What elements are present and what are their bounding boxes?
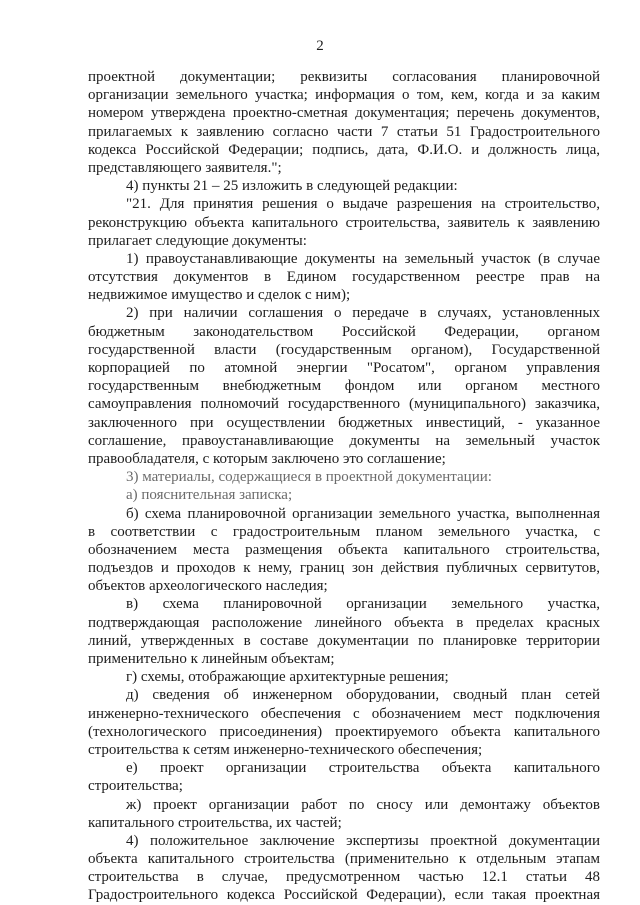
text-line: государственным внебюджетным фондом или органом местного	[88, 378, 600, 395]
page-number: 2	[316, 38, 324, 54]
text-line: правообладателя, с которым заключено это соглашение;	[88, 450, 446, 467]
text-line: Градостроительного кодекса Российской Федерации), если такая проектная	[88, 887, 600, 904]
text-line: бюджетным законодательством Российской Федерации, органом	[88, 323, 600, 340]
text-line: кодекса Российской Федерации; подпись, дата, Ф.И.О. и должность лица,	[88, 141, 600, 158]
text-line: недвижимое имущество и сделок с ним);	[88, 287, 351, 304]
text-line: организации земельного участка; информация о том, кем, когда и за каким	[88, 87, 600, 104]
text-line: отсутствия документов в Едином государственном реестре прав на	[88, 269, 600, 286]
document-body	[88, 68, 600, 905]
text-line: капитального строительства, их частей;	[88, 814, 342, 831]
text-line: заключенного при осуществлении бюджетных инвестиций, - указанное	[88, 414, 600, 431]
text-line: 1) правоустанавливающие документы на земельный участок (в случае	[126, 250, 600, 267]
text-line: реконструкцию объекта капитального строительства, заявитель к заявлению	[88, 214, 600, 231]
text-line: государственной власти (государственным органом), Государственной	[88, 341, 600, 358]
text-line: объекта капитального строительства (применительно к отдельным этапам	[88, 851, 600, 868]
text-line: строительства к сетям инженерно-технического обеспечения;	[88, 741, 483, 758]
text-line: самоуправления полномочий государственного (муниципального) заказчика,	[88, 396, 600, 413]
text-line: представляющего заявителя.";	[88, 159, 282, 176]
text-line: подтверждающая расположение линейного объекта в пределах красных	[88, 614, 600, 631]
text-line: корпорацией по атомной энергии "Росатом", органом управления	[88, 360, 600, 376]
text-line: проектной документации; реквизиты согласования планировочной	[88, 69, 600, 85]
text-line: "21. Для принятия решения о выдаче разрешения на строительство,	[126, 196, 600, 213]
text-line: 2) при наличии соглашения о передаче в случаях, установленных	[126, 305, 600, 322]
text-line: 4) пункты 21 – 25 изложить в следующей редакции:	[126, 178, 458, 195]
text-line: 4) положительное заключение экспертизы проектной документации	[126, 832, 600, 849]
text-line: строительства;	[88, 778, 183, 795]
text-line: обозначением места размещения объекта капитального строительства,	[88, 541, 600, 558]
text-line: б) схема планировочной организации земельного участка, выполненная	[126, 505, 600, 522]
text-line: в соответствии с градостроительным планом земельного участка, с	[88, 523, 600, 540]
text-line: прилагаемых к заявлению согласно части 7 статьи 51 Градостроительного	[88, 123, 600, 140]
text-line: прилагает следующие документы:	[88, 232, 307, 249]
text-line: г) схемы, отображающие архитектурные решения;	[126, 669, 449, 686]
text-line: а) пояснительная записка;	[126, 487, 293, 504]
text-line: объектов археологического наследия;	[88, 578, 328, 595]
text-line: (технологического присоединения) проектируемого объекта капитального	[88, 723, 600, 740]
text-line: 3) материалы, содержащиеся в проектной документации:	[126, 469, 492, 486]
text-line: ж) проект организации работ по сносу или демонтажу объектов	[126, 796, 600, 813]
text-line: подъездов и проходов к нему, границ зон действия публичных сервитутов,	[88, 560, 600, 577]
text-line: инженерно-технического обеспечения с обозначением мест подключения	[88, 705, 600, 722]
text-line: линий, утвержденных в составе документации по планировке территории	[88, 632, 600, 649]
text-line: д) сведения об инженерном оборудовании, сводный план сетей	[126, 687, 600, 704]
text-line: соглашение, правоустанавливающие документы на земельный участок	[88, 432, 600, 449]
text-line: в) схема планировочной организации земельного участка,	[126, 596, 600, 613]
text-line: строительства в случае, предусмотренном частью 12.1 статьи 48	[88, 869, 600, 886]
text-line: применительно к линейным объектам;	[88, 651, 335, 667]
text-line: номером утверждена проектно-сметная документация; перечень документов,	[88, 105, 600, 122]
text-line: е) проект организации строительства объекта капитального	[126, 760, 600, 777]
